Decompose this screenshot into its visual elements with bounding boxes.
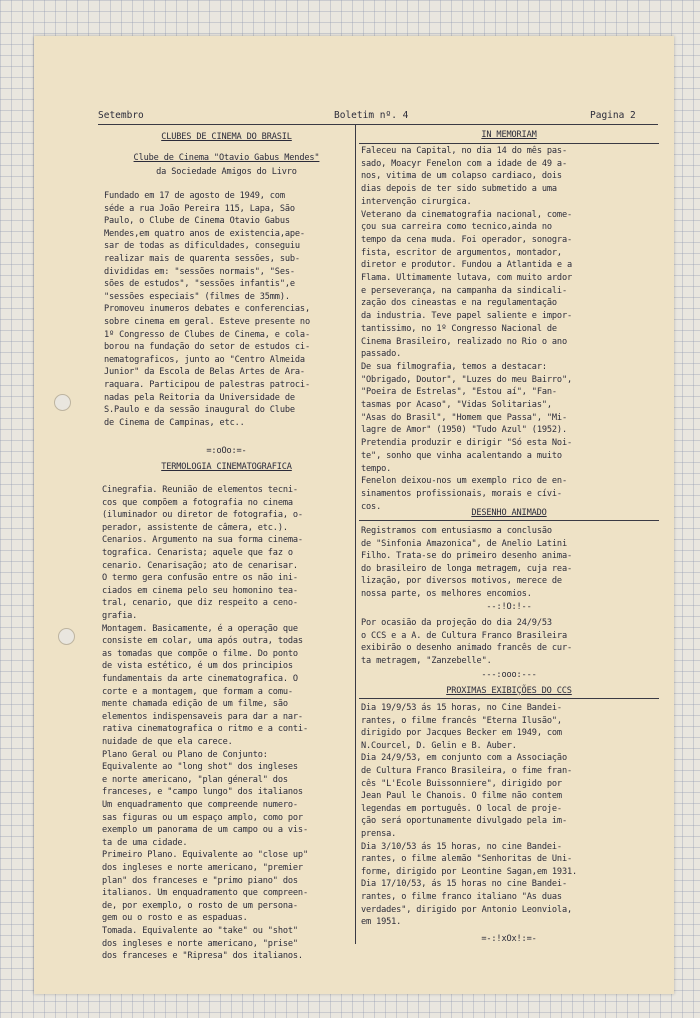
text-line: dos ingleses e norte americano, "premier	[102, 863, 303, 873]
text-line: intervenção cirurgica.	[361, 196, 472, 207]
text-line: realizar mais de quarenta sessões, sub-	[104, 254, 300, 264]
text-line: verdades", dirigido por Antonio Leonviola,	[361, 904, 573, 915]
text-line: Pretendia produzir e dirigir "Só esta Noi-	[361, 438, 573, 449]
text-line: as tomadas que compõe o filme. Do ponto	[102, 648, 298, 659]
text-line: e perseverança, na campanha da sindicali-	[361, 285, 567, 296]
text-line: dias depois de ter sido submetido a uma	[361, 184, 557, 195]
text-line: Dia 17/10/53, ás 15 horas no cine Bandei-	[361, 879, 567, 890]
text-line: corte e a montagem, que formam a comu-	[102, 686, 293, 697]
text-line: raquara. Participou de palestras patroci-	[104, 380, 310, 390]
text-line: Por ocasião da projeção do dia 24/9/53	[361, 618, 552, 628]
text-line: forme, dirigido por Leontine Sagan,em 1931.	[361, 866, 578, 877]
text-line: exibirão o desenho animado francês de cur-	[361, 643, 573, 654]
text-line: sobre cinema em geral. Esteve presente no	[104, 317, 310, 327]
text-line: nossa parte, os melhores encomios.	[361, 589, 532, 599]
text-line: "Poeira de Estrelas", "Estou aí", "Fan-	[361, 387, 557, 398]
text-line: nuidade de que ela carece.	[102, 737, 233, 747]
text-line: cos que compõem a fotografia no cinema	[102, 497, 293, 508]
text-line: cos.	[361, 501, 382, 512]
text-line: zação dos cineastas e na regulamentação	[361, 298, 557, 309]
text-line: fista, escritor de argumentos, montador,	[361, 247, 562, 258]
text-line: plan" dos franceses e "primo piano" dos	[102, 875, 298, 886]
text-line: N.Courcel, D. Gelin e B. Auber.	[361, 740, 517, 751]
text-line: Dia 19/9/53 ás 15 horas, no Cine Bandei-	[361, 703, 562, 713]
text-line: tantissimo, no 1º Congresso Nacional de	[361, 323, 557, 334]
text-line: Cinema Brasileiro, realizado no Rio o ano	[361, 336, 567, 347]
text-line: de "Sinfonia Amazonica", de Anelio Latini	[361, 538, 567, 549]
text-line: nos, vitima de um colapso cardiaco, dois	[361, 171, 562, 182]
text-line: Primeiro Plano. Equivalente ao "close up"	[102, 850, 308, 861]
text-line: cenario. Cenarisação; ato de cenarisar.	[102, 560, 298, 571]
text-line: O termo gera confusão entre os não ini-	[102, 573, 298, 584]
header-rule	[98, 124, 658, 125]
text-line: Fenelon deixou-nos um exemplo rico de en-	[361, 476, 567, 487]
text-line: de Cultura Franco Brasileira, o fime fran-	[361, 766, 573, 776]
text-line: sado, Moacyr Fenelon com a idade de 49 a-	[361, 158, 567, 169]
text-line: Mendes,em quatro anos de existencia,ape-	[104, 228, 305, 239]
club-name: Clube de Cinema "Otavio Gabus Mendes"	[133, 153, 320, 163]
text-line: fundamentais da arte cinematografica. O	[102, 674, 298, 684]
text-line: Montagem. Basicamente, é a operação que	[102, 623, 298, 634]
text-line: de, por exemplo, o rosto de um persona-	[102, 900, 298, 911]
text-line: italianos. Um enquadramento que compreen-	[102, 888, 308, 899]
text-line: o CCS e a A. de Cultura Franco Brasileira	[361, 630, 567, 641]
text-line: prensa.	[361, 829, 397, 839]
text-line: Cinegrafia. Reunião de elementos tecni-	[102, 485, 298, 495]
section-title-exibicoes: PROXIMAS EXIBIÇÕES DO CCS	[446, 686, 572, 696]
text-line: rantes, o filme franco italiano "As duas	[361, 892, 562, 902]
text-line: borou na fundação do setor de estudos ci-	[104, 342, 310, 353]
text-line: Plano Geral ou Plano de Conjunto:	[102, 749, 268, 760]
text-line: dos ingleses e norte americano, "prise"	[102, 938, 298, 949]
text-line: S.Paulo e da sessão inaugural do Clube	[104, 405, 295, 416]
text-line: ciados em cinema pelo seu homonino tea-	[102, 585, 298, 596]
text-line: çou sua carreira como tecnico,ainda no	[361, 222, 552, 233]
separator: ---:ooo:---	[481, 670, 537, 680]
text-line: exemplo um panorama de um campo ou a vis-	[102, 825, 308, 836]
header-page: Pagina 2	[590, 110, 636, 121]
text-line: rativa cinematografica o ritmo e a conti-	[102, 724, 308, 735]
text-line: sões de estudos", "sessões infantis",e	[104, 279, 295, 290]
text-line: Um enquadramento que compreende numero-	[102, 800, 298, 810]
text-line: gem ou o rosto e as espaduas.	[102, 913, 248, 924]
rule	[359, 698, 659, 699]
text-line: nematograficos, junto ao "Centro Almeida	[104, 354, 305, 365]
text-line: Tomada. Equivalente ao "take" ou "shot"	[102, 926, 298, 936]
text-line: rantes, o filme francês "Eterna Ilusão",	[361, 715, 562, 726]
punch-hole	[58, 628, 75, 645]
section-title-clubes: CLUBES DE CINEMA DO BRASIL	[161, 132, 292, 142]
text-line: séde a rua João Pereira 115, Lapa, São	[104, 203, 295, 214]
section-title-desenho: DESENHO ANIMADO	[471, 508, 547, 518]
text-line: passado.	[361, 349, 402, 360]
text-line: Registramos com entusiasmo a conclusão	[361, 526, 552, 536]
text-line: te", sonho que vinha acalentando a muito	[361, 450, 562, 461]
text-line: diretor e produtor. Fundou a Atlantida e a	[361, 260, 573, 271]
text-line: de vista estético, é um dos principios	[102, 661, 293, 672]
text-line: rantes, o filme alemão "Senhoritas de Uni-	[361, 854, 573, 865]
text-line: Promoveu inumeros debates e conferencias,	[104, 304, 310, 315]
text-line: em 1951.	[361, 917, 402, 928]
section-title-memoriam: IN MEMORIAM	[481, 130, 537, 140]
text-line: franceses, e "campo lungo" dos italianos	[102, 787, 303, 798]
text-line: Equivalente ao "long shot" dos ingleses	[102, 762, 298, 773]
text-line: "Asas do Brasil", "Homem que Passa", "Mi-	[361, 412, 567, 423]
separator: --:!O:!--	[486, 602, 532, 612]
text-line: Dia 24/9/53, em conjunto com a Associação	[361, 753, 567, 764]
text-line: divididas em: "sessões normais", "Ses-	[104, 266, 295, 277]
text-line: "sessões especiais" (filmes de 35mm).	[104, 291, 290, 302]
text-line: Paulo, o Clube de Cinema Otavio Gabus	[104, 216, 290, 227]
text-line: sar de todas as dificuldades, conseguiu	[104, 241, 300, 252]
text-line: De sua filmografia, temos a destacar:	[361, 361, 547, 372]
punch-hole	[54, 394, 71, 411]
text-line: Flama. Ultimamente lutava, com muito ardor	[361, 273, 573, 283]
text-line: nadas pela Reitoria da Universidade de	[104, 392, 295, 403]
text-line: Dia 3/10/53 ás 15 horas, no cine Bandei-	[361, 841, 562, 852]
column-divider	[355, 124, 356, 944]
section-title-termologia: TERMOLOGIA CINEMATOGRAFICA	[161, 462, 292, 472]
text-line: de Cinema de Campinas, etc..	[104, 417, 245, 428]
text-line: elementos indispensaveis para dar a nar-	[102, 711, 303, 722]
text-line: do brasileiro de longa metragem, cuja rea-	[361, 563, 573, 574]
text-line: ta de uma cidade.	[102, 837, 188, 848]
text-line: mente chamada edição de um filme, são	[102, 699, 288, 710]
text-line: 1º Congresso de Clubes de Cinema, e cola-	[104, 329, 310, 340]
text-line: Jean Paul le Chanois. O filme não contem	[361, 791, 562, 802]
text-line: Fundado em 17 de agosto de 1949, com	[104, 191, 285, 201]
text-line: ta metragem, "Zanzebelle".	[361, 655, 492, 666]
text-line: Junior" da Escola de Belas Artes de Ara-	[104, 367, 305, 378]
text-line: legendas em português. O local de proje-	[361, 803, 562, 814]
separator: =-:!xOx!:=-	[481, 934, 537, 944]
text-line: Veterano da cinematografia nacional, come-	[361, 209, 573, 220]
text-line: lização, por diversos motivos, merece de	[361, 576, 562, 587]
header-bulletin: Boletim nº. 4	[334, 110, 409, 121]
text-line: Filho. Trata-se do primeiro desenho anima-	[361, 551, 573, 562]
rule	[359, 143, 659, 144]
text-line: tasmas por Acaso", "Vidas Solitarias",	[361, 400, 552, 410]
text-line: ção será oportunamente divulgado pela im-	[361, 816, 567, 827]
text-line: e norte americano, "plan géneral" dos	[102, 774, 288, 785]
separator: =:oOo:=-	[206, 446, 247, 456]
text-line: grafia.	[102, 611, 138, 621]
text-line: Faleceu na Capital, no dia 14 do mês pas-	[361, 146, 567, 156]
rule	[359, 520, 659, 521]
text-line: tempo da cena muda. Foi operador, sonogra-	[361, 234, 573, 245]
text-line: tografica. Cenarista; aquele que faz o	[102, 548, 293, 558]
text-line: tral, cenario, que diz respeito a ceno-	[102, 598, 298, 609]
text-line: dirigido por Jacques Becker em 1949, com	[361, 728, 562, 739]
text-line: sinamentos profissionais, morais e cívi-	[361, 488, 562, 499]
text-line: (iluminador ou diretor de fotografia, o-	[102, 510, 303, 521]
text-line: da industria. Teve papel saliente e impor-	[361, 311, 573, 322]
text-line: cês "L'Ecole Buissonniere", dirigido por	[361, 778, 562, 789]
document-page	[34, 36, 674, 994]
text-line: consiste em colar, uma após outra, todas	[102, 636, 303, 647]
text-line: "Obrigado, Doutor", "Luzes do meu Bairro",	[361, 374, 573, 385]
club-subtitle: da Sociedade Amigos do Livro	[156, 167, 297, 177]
text-line: dos franceses e "Ripresa" dos italianos.	[102, 951, 303, 962]
text-line: tempo.	[361, 463, 392, 474]
text-line: perador, assistente de câmera, etc.).	[102, 522, 288, 533]
text-line: lagre de Amor" (1950) "Tudo Azul" (1952).	[361, 425, 567, 436]
header-month: Setembro	[98, 110, 144, 121]
text-line: Cenarios. Argumento na sua forma cinema-	[102, 535, 303, 546]
text-line: sas figuras ou um espaço amplo, como por	[102, 812, 303, 823]
